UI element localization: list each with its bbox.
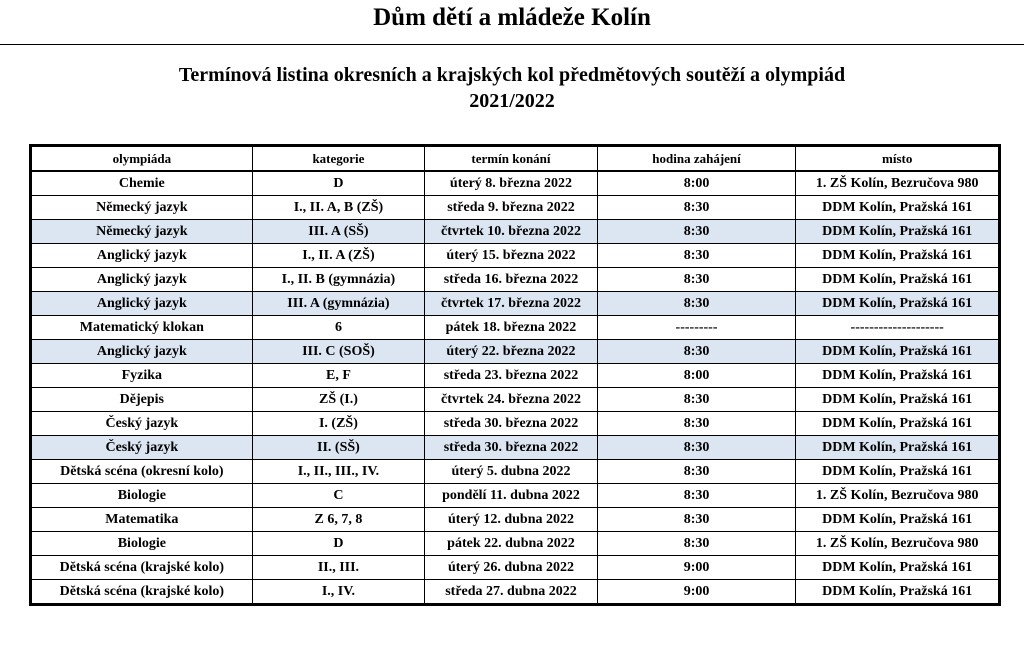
cell-termin: čtvrtek 17. března 2022 [425,292,598,316]
cell-olympiada: Matematický klokan [31,316,253,340]
cell-misto: DDM Kolín, Pražská 161 [796,220,1000,244]
cell-termin: úterý 5. dubna 2022 [425,460,598,484]
cell-termin: úterý 26. dubna 2022 [425,556,598,580]
cell-kategorie: III. A (SŠ) [252,220,425,244]
cell-termin: pátek 22. dubna 2022 [425,532,598,556]
cell-kategorie: I. (ZŠ) [252,412,425,436]
cell-misto: DDM Kolín, Pražská 161 [796,244,1000,268]
cell-termin: středa 30. března 2022 [425,412,598,436]
table-row [31,196,1000,220]
table-row [31,484,1000,508]
table-row [31,171,1000,196]
cell-olympiada: Fyzika [31,364,253,388]
cell-misto: DDM Kolín, Pražská 161 [796,196,1000,220]
schedule-table [29,144,1001,606]
cell-kategorie: II., III. [252,556,425,580]
cell-olympiada: Německý jazyk [31,220,253,244]
column-header-hodina: hodina zahájení [597,146,796,172]
cell-olympiada: Anglický jazyk [31,292,253,316]
cell-termin: úterý 15. března 2022 [425,244,598,268]
cell-olympiada: Anglický jazyk [31,268,253,292]
cell-olympiada: Český jazyk [31,412,253,436]
table-row [31,388,1000,412]
table-row [31,244,1000,268]
cell-hodina: 8:30 [597,220,796,244]
cell-hodina: 8:30 [597,532,796,556]
cell-misto: 1. ZŠ Kolín, Bezručova 980 [796,484,1000,508]
cell-misto: DDM Kolín, Pražská 161 [796,556,1000,580]
cell-kategorie: I., II. A, B (ZŠ) [252,196,425,220]
cell-olympiada: Matematika [31,508,253,532]
cell-kategorie: 6 [252,316,425,340]
cell-hodina: 8:30 [597,388,796,412]
cell-misto: DDM Kolín, Pražská 161 [796,292,1000,316]
cell-hodina: --------- [597,316,796,340]
cell-olympiada: Německý jazyk [31,196,253,220]
cell-hodina: 8:00 [597,364,796,388]
column-header-misto: místo [796,146,1000,172]
cell-kategorie: I., IV. [252,580,425,605]
cell-termin: čtvrtek 24. března 2022 [425,388,598,412]
cell-misto: DDM Kolín, Pražská 161 [796,508,1000,532]
table-row [31,580,1000,605]
cell-misto: DDM Kolín, Pražská 161 [796,268,1000,292]
cell-termin: úterý 22. března 2022 [425,340,598,364]
cell-kategorie: III. A (gymnázia) [252,292,425,316]
document-year: 2021/2022 [469,90,555,112]
table-row [31,508,1000,532]
cell-kategorie: E, F [252,364,425,388]
table-row [31,364,1000,388]
cell-olympiada: Dětská scéna (krajské kolo) [31,580,253,605]
cell-olympiada: Dětská scéna (krajské kolo) [31,556,253,580]
cell-kategorie: Z 6, 7, 8 [252,508,425,532]
cell-termin: středa 30. března 2022 [425,436,598,460]
column-header-termin: termín konání [425,146,598,172]
cell-hodina: 8:30 [597,268,796,292]
cell-olympiada: Anglický jazyk [31,340,253,364]
cell-kategorie: I., II. B (gymnázia) [252,268,425,292]
table-row [31,436,1000,460]
cell-hodina: 8:00 [597,171,796,196]
cell-hodina: 8:30 [597,508,796,532]
organization-title: Dům dětí a mládeže Kolín [373,4,651,31]
cell-hodina: 8:30 [597,412,796,436]
cell-termin: pondělí 11. dubna 2022 [425,484,598,508]
table-row [31,556,1000,580]
cell-kategorie: II. (SŠ) [252,436,425,460]
cell-termin: úterý 8. března 2022 [425,171,598,196]
cell-termin: čtvrtek 10. března 2022 [425,220,598,244]
cell-hodina: 8:30 [597,484,796,508]
cell-olympiada: Chemie [31,171,253,196]
cell-kategorie: D [252,532,425,556]
cell-hodina: 8:30 [597,460,796,484]
cell-misto: DDM Kolín, Pražská 161 [796,364,1000,388]
column-header-kategorie: kategorie [252,146,425,172]
cell-olympiada: Biologie [31,484,253,508]
document-title: Termínová listina okresních a krajských kol předmětových soutěží a olympiád [178,64,846,86]
column-header-olympiada: olympiáda [31,146,253,172]
cell-hodina: 9:00 [597,580,796,605]
cell-termin: středa 9. března 2022 [425,196,598,220]
cell-misto: 1. ZŠ Kolín, Bezručova 980 [796,532,1000,556]
cell-kategorie: I., II. A (ZŠ) [252,244,425,268]
cell-kategorie: D [252,171,425,196]
cell-misto: DDM Kolín, Pražská 161 [796,340,1000,364]
cell-hodina: 8:30 [597,436,796,460]
cell-olympiada: Český jazyk [31,436,253,460]
cell-hodina: 8:30 [597,340,796,364]
cell-misto: DDM Kolín, Pražská 161 [796,412,1000,436]
table-row [31,412,1000,436]
cell-kategorie: I., II., III., IV. [252,460,425,484]
cell-misto: DDM Kolín, Pražská 161 [796,460,1000,484]
table-body [31,171,1000,605]
cell-misto: -------------------- [796,316,1000,340]
cell-hodina: 8:30 [597,292,796,316]
cell-kategorie: ZŠ (I.) [252,388,425,412]
cell-termin: úterý 12. dubna 2022 [425,508,598,532]
cell-hodina: 8:30 [597,196,796,220]
cell-olympiada: Dětská scéna (okresní kolo) [31,460,253,484]
cell-termin: středa 27. dubna 2022 [425,580,598,605]
table-row [31,460,1000,484]
cell-termin: pátek 18. března 2022 [425,316,598,340]
table-row [31,316,1000,340]
table-row [31,220,1000,244]
table-header-row [31,146,1000,172]
cell-olympiada: Dějepis [31,388,253,412]
cell-termin: středa 23. března 2022 [425,364,598,388]
cell-hodina: 8:30 [597,244,796,268]
cell-olympiada: Biologie [31,532,253,556]
cell-misto: DDM Kolín, Pražská 161 [796,388,1000,412]
cell-termin: středa 16. března 2022 [425,268,598,292]
table-row [31,340,1000,364]
cell-hodina: 9:00 [597,556,796,580]
cell-kategorie: III. C (SOŠ) [252,340,425,364]
cell-olympiada: Anglický jazyk [31,244,253,268]
cell-misto: 1. ZŠ Kolín, Bezručova 980 [796,171,1000,196]
table-row [31,268,1000,292]
cell-kategorie: C [252,484,425,508]
table-row [31,292,1000,316]
cell-misto: DDM Kolín, Pražská 161 [796,580,1000,605]
cell-misto: DDM Kolín, Pražská 161 [796,436,1000,460]
table-row [31,532,1000,556]
header-divider [0,44,1024,45]
